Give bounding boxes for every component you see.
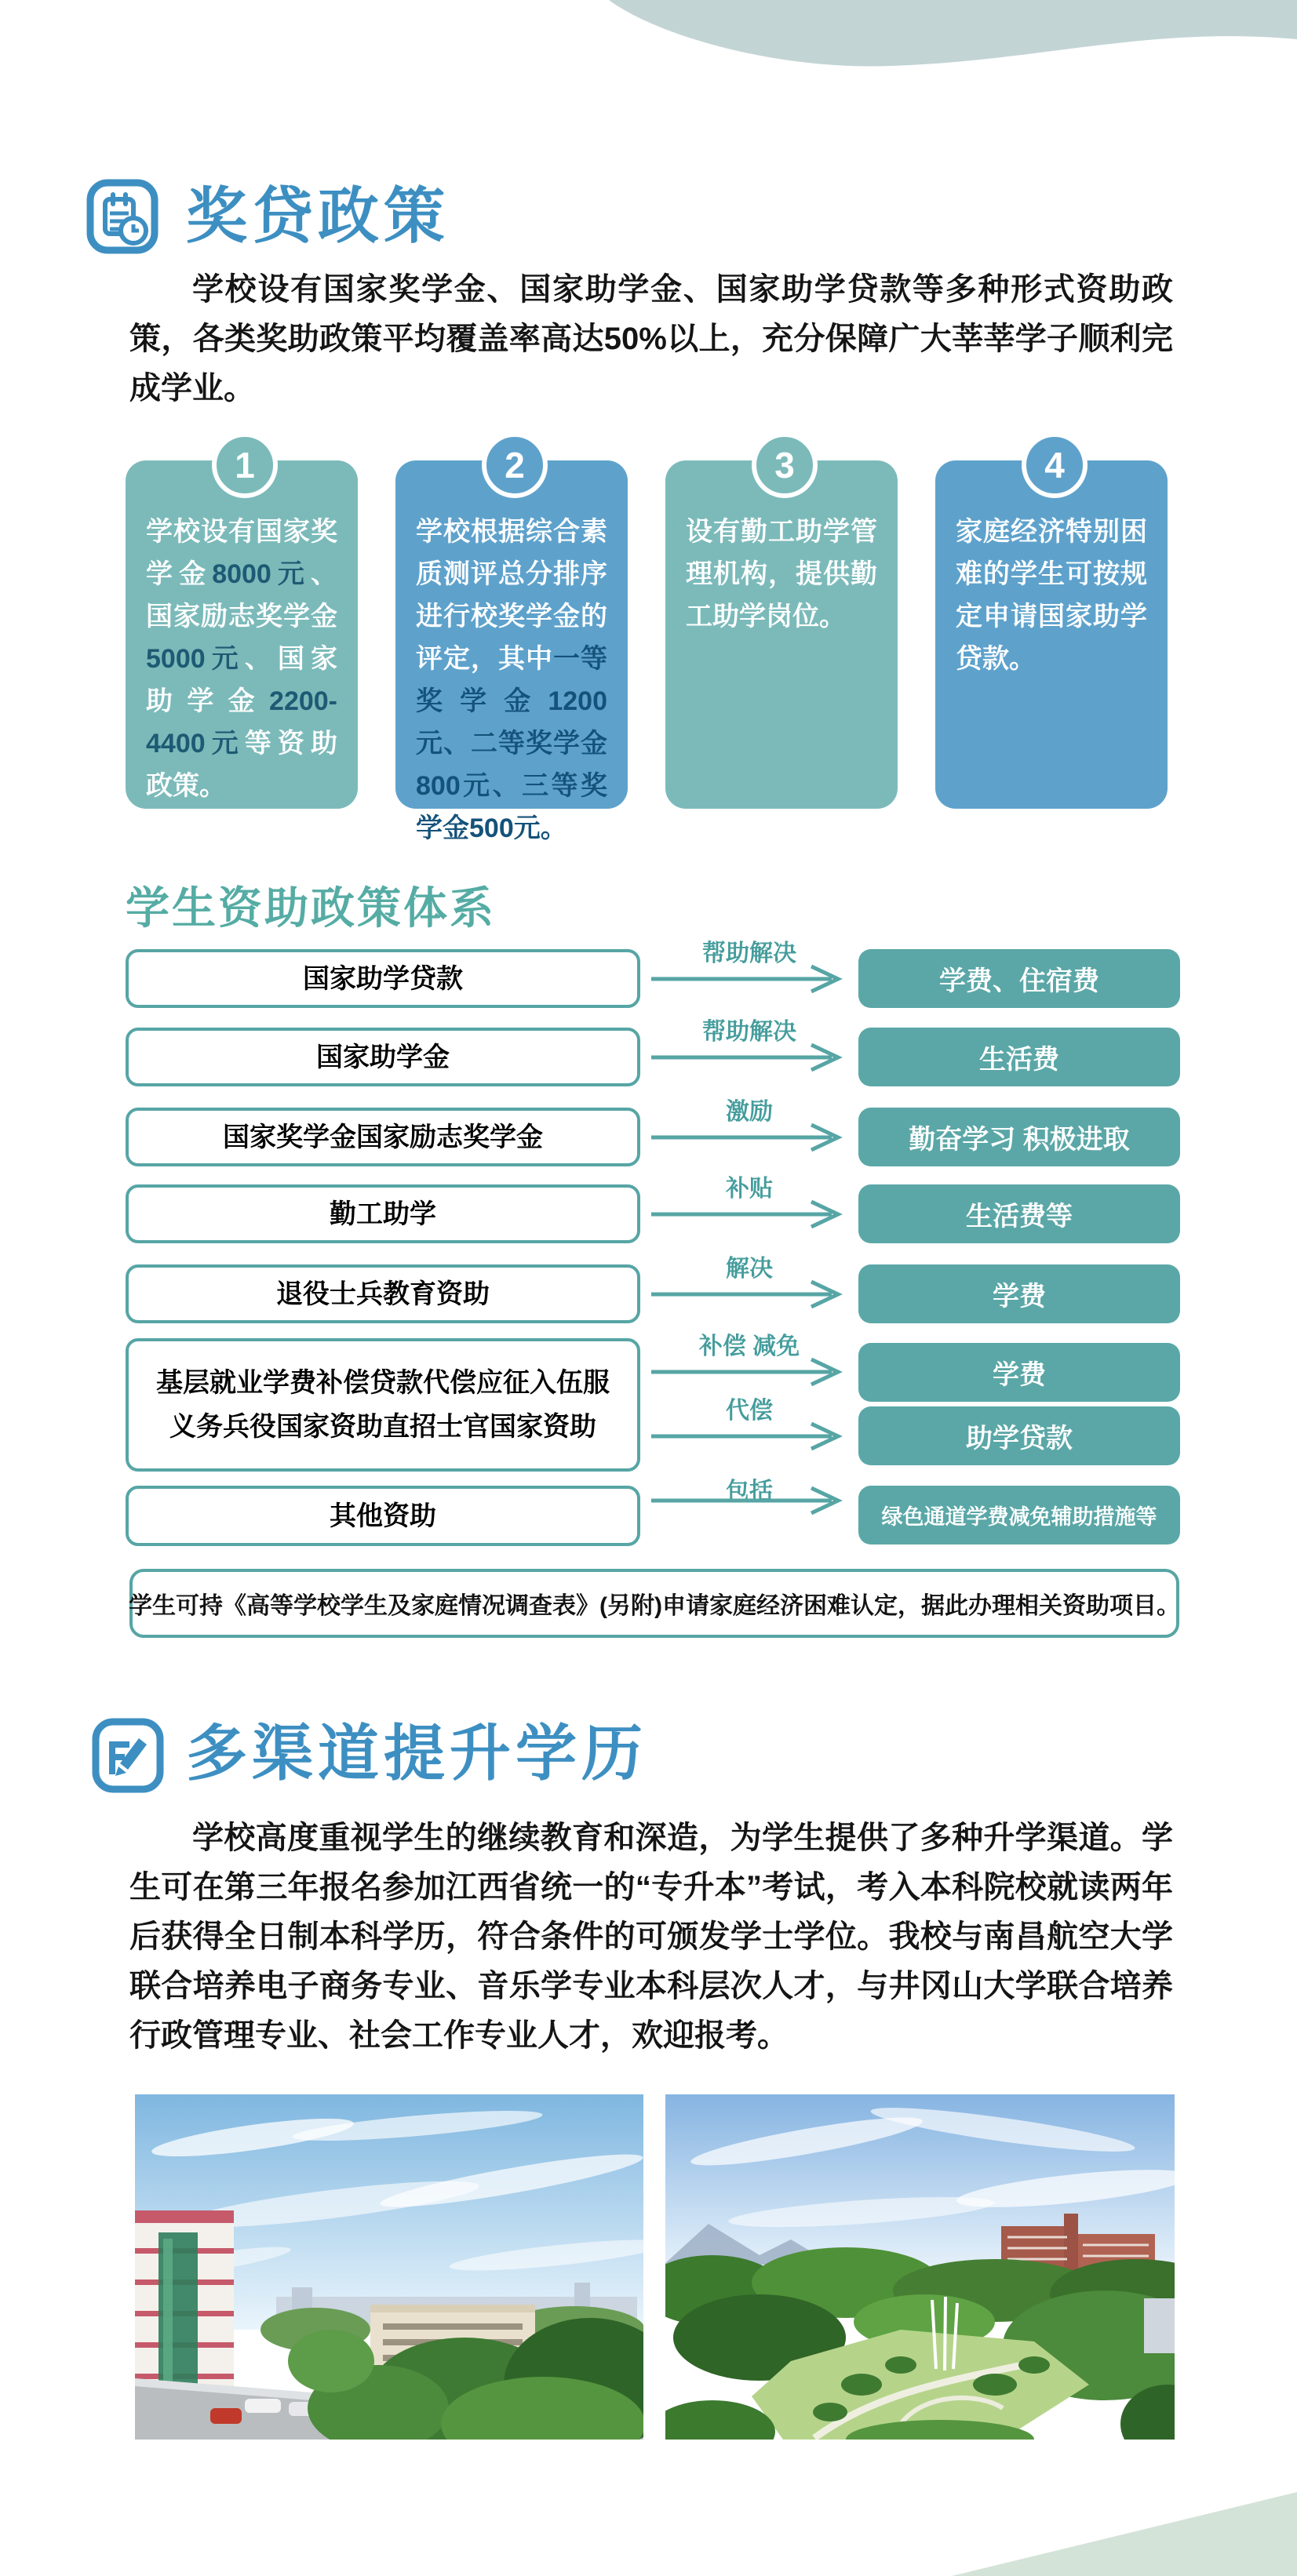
flow-source-box: 退役士兵教育资助 xyxy=(126,1264,640,1323)
campus-aerial-photo xyxy=(665,2094,1175,2440)
flow-arrow-label: 帮助解决 xyxy=(702,1019,796,1045)
card-text-segment: 家庭经济特别困难的学生可按规定申请国家助学贷款。 xyxy=(956,517,1147,674)
upgrade-paragraph: 学校高度重视学生的继续教育和深造，为学生提供了多种升学渠道。学生可在第三年报名参加江西省统一的“专升本”考试，考入本科院校就读两年后获得全日制本科学历，符合条件的可颁发学士学位。我校与南昌航空大学联合培养电子商务专业、音乐学专业本科层次人才，与井冈山大学联合培养行政管理专业、社会工作专业人才，欢迎报考。 xyxy=(129,1821,1173,2053)
section-title-upgrade: 多渠道提升学历 xyxy=(186,1719,648,1788)
flow-diagram-title: 学生资助政策体系 xyxy=(126,885,496,933)
right-arrow-icon xyxy=(651,963,847,995)
card-number-badge-2: 2 xyxy=(482,432,548,498)
card-text-segment: 、国家励志奖学金 xyxy=(146,559,338,631)
policy-card-3 xyxy=(665,460,898,809)
footer-corner-shape xyxy=(945,2487,1297,2576)
top-wave-shape xyxy=(603,0,1297,75)
flow-arrow-label: 激励 xyxy=(726,1099,773,1125)
card-number-badge-4: 4 xyxy=(1022,432,1088,498)
flow-source-box: 国家奖学金国家励志奖学金 xyxy=(126,1108,640,1166)
flow-source-box: 勤工助学 xyxy=(126,1184,640,1243)
scholarship-intro-paragraph: 学校设有国家奖学金、国家助学金、国家助学贷款等多种形式资助政策，各类奖助政策平均覆盖率高达50%以上，充分保障广大莘莘学子顺利完成学业。 xyxy=(129,272,1173,406)
card-text-segment: 学校根据综合素质测评总分排序进行校奖学金的评定，其中 xyxy=(416,517,607,674)
card-text-amount: 5000元 xyxy=(146,644,245,674)
flow-arrow-label: 补贴 xyxy=(726,1176,773,1202)
flow-source-box: 国家助学贷款 xyxy=(126,949,640,1008)
card-number-badge-1: 1 xyxy=(212,432,278,498)
right-arrow-icon xyxy=(651,1279,847,1310)
campus-street-photo xyxy=(135,2094,643,2440)
card-text-segment: 设有勤工助学管理机构，提供勤工助学岗位。 xyxy=(686,517,877,631)
document-pen-icon xyxy=(92,1718,164,1793)
flow-target-box: 学费 xyxy=(858,1264,1180,1323)
flow-arrow-label: 包括 xyxy=(726,1479,773,1504)
card-text-amount: 一等奖学金1200元、二等奖学金800元、三等奖学金500元。 xyxy=(416,644,607,843)
flow-target-box: 生活费等 xyxy=(858,1184,1180,1243)
right-arrow-icon xyxy=(651,1042,847,1073)
certificate-clock-icon xyxy=(86,179,158,254)
section-title-scholarship: 奖贷政策 xyxy=(186,182,450,250)
right-arrow-icon xyxy=(651,1199,847,1230)
flow-source-box: 基层就业学费补偿贷款代偿应征入伍服义务兵役国家资助直招士官国家资助 xyxy=(126,1338,640,1472)
flow-target-box: 学费 xyxy=(858,1343,1180,1402)
flow-source-box: 国家助学金 xyxy=(126,1028,640,1086)
card-text-segment: 、国家助学金 xyxy=(146,644,338,716)
flow-target-box: 生活费 xyxy=(858,1028,1180,1086)
card-text-segment: 等资助政策。 xyxy=(146,729,338,801)
policy-card-2 xyxy=(395,460,628,843)
flow-arrow-label: 帮助解决 xyxy=(702,941,796,966)
flow-target-box: 勤奋学习 积极进取 xyxy=(858,1108,1180,1166)
policy-card-1 xyxy=(126,460,358,809)
flow-arrow-label: 代偿 xyxy=(726,1398,773,1424)
flow-target-box: 绿色通道学费减免辅助措施等 xyxy=(858,1486,1180,1545)
flow-target-box: 学费、住宿费 xyxy=(858,949,1180,1008)
right-arrow-icon xyxy=(651,1485,847,1516)
flow-arrow-label: 解决 xyxy=(726,1256,773,1282)
card-text-amount: 8000元 xyxy=(212,559,311,589)
card-number-badge-3: 3 xyxy=(752,432,818,498)
flow-target-box: 助学贷款 xyxy=(858,1406,1180,1465)
right-arrow-icon xyxy=(651,1122,847,1153)
right-arrow-icon xyxy=(651,1421,847,1452)
assistance-note-box: 学生可持《高等学校学生及家庭情况调查表》(另附)申请家庭经济困难认定，据此办理相关资助项目。 xyxy=(129,1569,1179,1638)
right-arrow-icon xyxy=(651,1356,847,1388)
card-text-segment: 学校设有国家奖学金 xyxy=(146,517,337,589)
policy-card-4 xyxy=(935,460,1168,809)
flow-arrow-label: 补偿 减免 xyxy=(698,1333,800,1359)
card-text-amount: 2200-4400元 xyxy=(146,686,337,759)
flow-source-box: 其他资助 xyxy=(126,1486,640,1546)
